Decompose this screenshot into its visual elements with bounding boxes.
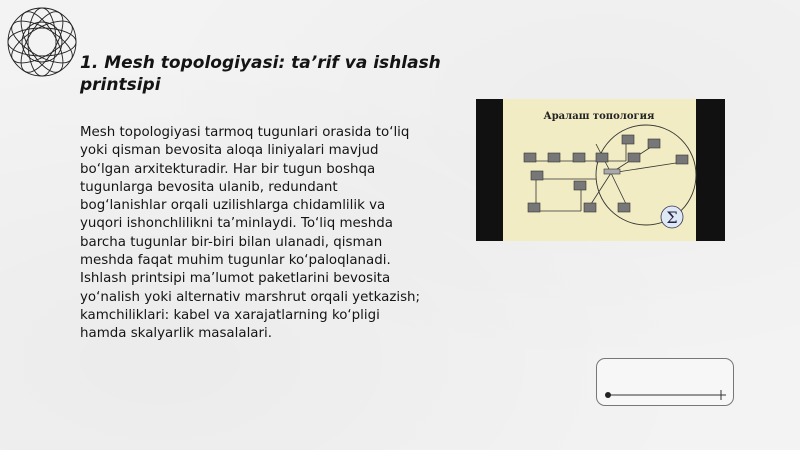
slider-widget[interactable] [596,358,734,406]
slide-title: 1. Mesh topologiyasi: ta’rif va ishlash printsipi [80,53,441,95]
mesh-topology-figure [476,99,725,241]
figure-caption: Аралаш топология [543,111,655,122]
slider-handle [605,392,611,398]
spirograph-logo-icon [4,4,80,80]
slide-body-text: Mesh topologiyasi tarmoq tugunlari orasida to‘liq yoki qisman bevosita aloqa liniyalari mavjud bo‘lgan arxitekturadir. Har bir tugun boshqa tugunlarga bevosita ulanib, redundant bog‘lanishlar orqali uzilishlarga chidamlilik va yuqori ishonchlilikni ta’minlaydi. To‘liq meshda barcha tugunlar bir-biri bilan ulanadi, qisman meshda faqat muhim tugunlar ko‘paloqlanadi. Ishlash printsipi ma’lumot paketlarini bevosita yo‘nalish yoki alternativ marshrut orqali yetkazish; kamchiliklari: kabel va xarajatlarning ko‘pligi hamda skalyarlik masalalari. [80,125,421,342]
sigma-icon: Σ [666,208,678,227]
